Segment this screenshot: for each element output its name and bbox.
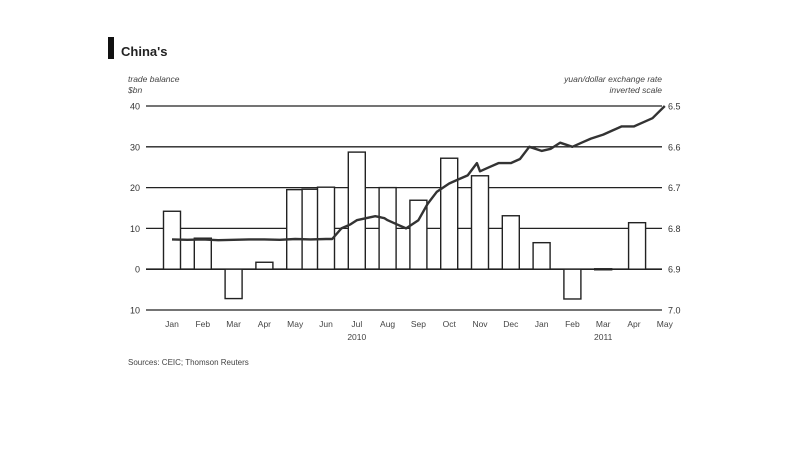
right-tick-label: 7.0: [668, 305, 681, 316]
exchange-rate-series: [172, 106, 665, 240]
right-tick-label: 6.7: [668, 183, 681, 194]
trade-balance-bar: [287, 190, 304, 270]
trade-balance-bar: [595, 269, 612, 270]
right-tick-label: 6.5: [668, 101, 681, 112]
month-label: Sep: [410, 319, 426, 329]
trade-balance-bar: [472, 176, 489, 269]
month-label: Mar: [595, 319, 611, 329]
right-axis-ticks: [668, 102, 681, 316]
left-tick-label: 30: [129, 142, 140, 153]
month-label: Jan: [534, 319, 549, 329]
left-tick-label: 10: [129, 223, 140, 234]
left-tick-label: 40: [129, 101, 140, 112]
trade-balance-bar: [302, 189, 319, 269]
year-label: 2011: [594, 332, 613, 342]
month-label: May: [287, 319, 304, 329]
month-label: Apr: [257, 319, 272, 329]
right-tick-label: 6.6: [668, 142, 681, 153]
trade-balance-bar: [441, 158, 458, 269]
right-tick-label: 6.9: [668, 264, 681, 275]
month-label: Jul: [351, 319, 363, 329]
month-label: Mar: [226, 319, 241, 329]
x-axis-labels: [165, 319, 673, 342]
trade-balance-bar: [379, 188, 396, 270]
month-label: Aug: [380, 319, 396, 329]
month-label: Jun: [319, 319, 333, 329]
month-label: Nov: [472, 319, 488, 329]
trade-balance-bar: [502, 216, 519, 269]
month-label: May: [656, 319, 673, 329]
left-tick-label: 20: [129, 183, 140, 194]
month-label: Jan: [165, 319, 179, 329]
trade-balance-bar: [348, 152, 365, 269]
trade-balance-bar: [533, 243, 550, 270]
bars: [164, 152, 646, 299]
trade-balance-bar: [629, 223, 646, 270]
chart-title: China's: [121, 44, 168, 59]
exchange-rate-line: [172, 106, 665, 240]
left-tick-label: 0: [134, 264, 140, 275]
left-axis-label-line2: $bn: [128, 85, 143, 95]
trade-balance-bar: [225, 269, 242, 298]
month-label: Feb: [565, 319, 580, 329]
left-tick-label: 10: [129, 305, 140, 316]
source-note: Sources: CEIC; Thomson Reuters: [128, 358, 249, 367]
month-label: Feb: [195, 319, 211, 329]
left-axis-ticks: [130, 102, 140, 316]
month-label: Oct: [442, 319, 456, 329]
right-tick-label: 6.8: [668, 223, 681, 234]
month-label: Dec: [503, 319, 519, 329]
month-label: Apr: [627, 319, 641, 329]
trade-balance-bar: [318, 187, 335, 269]
trade-balance-bar: [564, 269, 581, 299]
right-axis-label-line1: yuan/dollar exchange rate: [564, 74, 662, 84]
right-axis-label-line2: inverted scale: [609, 85, 662, 95]
gridlines: [146, 106, 662, 310]
title-marker: [108, 37, 114, 59]
year-label: 2010: [347, 332, 367, 342]
left-axis-label-line1: trade balance: [128, 74, 180, 84]
trade-balance-bar: [256, 262, 273, 269]
trade-balance-bar: [194, 238, 211, 269]
